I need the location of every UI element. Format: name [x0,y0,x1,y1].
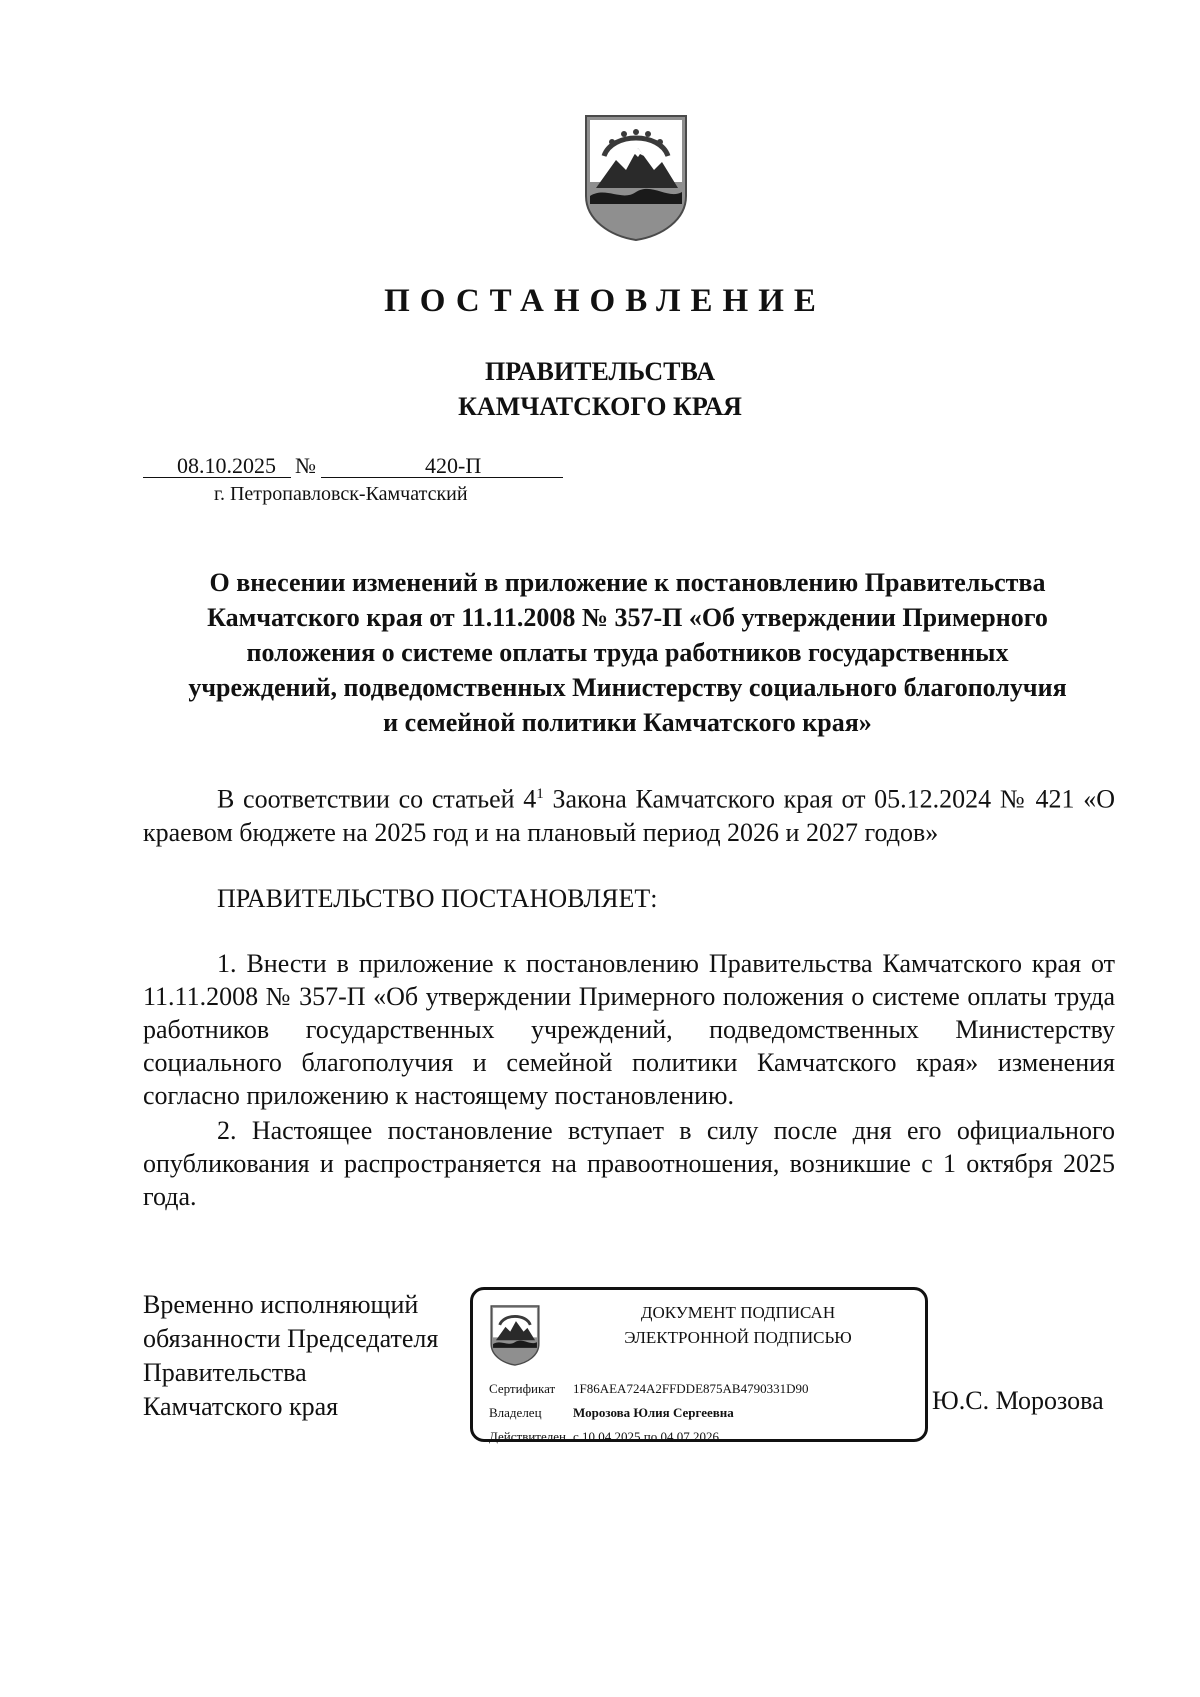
registration-number: 420-П [425,453,482,478]
position-line: Временно исполняющий [143,1290,419,1319]
resolve-heading: ПРАВИТЕЛЬСТВО ПОСТАНОВЛЯЕТ: [217,884,658,913]
stamp-heading-line-1: ДОКУМЕНТ ПОДПИСАН [640,1303,836,1322]
preamble-text-start: В соответствии со статьей 4 [217,784,537,814]
certificate-value: 1F86AEA724A2FFDDE875AB4790331D90 [573,1381,809,1396]
number-sign: № [295,453,316,478]
kamchatka-coat-of-arms-icon [582,112,690,242]
position-line: Правительства [143,1358,307,1387]
stamp-heading-line-2: ЭЛЕКТРОННОЙ ПОДПИСЬЮ [624,1328,852,1347]
authority-line-2: КАМЧАТСКОГО КРАЯ [458,392,742,421]
validity-value: с 10.04.2025 по 04.07.2026 [573,1429,719,1444]
document-type-heading: ПОСТАНОВЛЕНИЕ [384,283,826,319]
item-1-paragraph: 1. Внести в приложение к постановлению Правительства Камчатского края от 11.11.2008 № 357-П «Об утверждении Примерного положения о системе оплаты труда работников государственных учреждений, подведомственных Министерству социального благополучия и семейной политики Камчатского края» изменения согласно приложению к настоящему постановлению. [143,949,1115,1110]
signatory-position [143,1288,438,1424]
registration-date: 08.10.2025 [177,453,276,478]
stamp-owner-row [489,1405,734,1421]
preamble-paragraph [143,778,1115,849]
preamble-text-end: Закона Камчатского края от 05.12.2024 № 421 «О краевом бюджете на 2025 год и на плановый период 2026 и 2027 годов» [143,784,1115,847]
registration-line [143,453,563,483]
owner-label: Владелец [489,1405,542,1420]
stamp-certificate-row [489,1381,808,1397]
title-line: О внесении изменений в приложение к постановлению Правительства [209,568,1046,597]
title-line: и семейной политики Камчатского края» [383,708,872,737]
kamchatka-coat-of-arms-small-icon [489,1304,541,1366]
signatory-name: Ю.С. Морозова [932,1386,1104,1415]
owner-value: Морозова Юлия Сергеевна [573,1405,734,1420]
document-title [140,565,1115,740]
title-line: положения о системе оплаты труда работников государственных [246,638,1009,667]
position-line: обязанности Председателя [143,1324,439,1353]
certificate-label: Сертификат [489,1381,556,1396]
authority-line-1: ПРАВИТЕЛЬСТВА [485,357,715,386]
validity-label: Действителен [489,1429,566,1444]
stamp-heading [553,1300,923,1350]
item-2-paragraph: 2. Настоящее постановление вступает в силу после дня его официального опубликования и распространяется на правоотношения, возникшие с 1 октября 2025 года. [143,1116,1115,1211]
stamp-validity-row [489,1429,719,1445]
title-line: учреждений, подведомственных Министерству социального благополучия [188,673,1067,702]
electronic-signature-stamp [470,1287,928,1442]
position-line: Камчатского края [143,1392,339,1421]
title-line: Камчатского края от 11.11.2008 № 357-П «Об утверждении Примерного [207,603,1048,632]
city-label: г. Петропавловск-Камчатский [214,483,468,505]
article-superscript: 1 [536,786,544,802]
authority-heading [0,354,1200,424]
